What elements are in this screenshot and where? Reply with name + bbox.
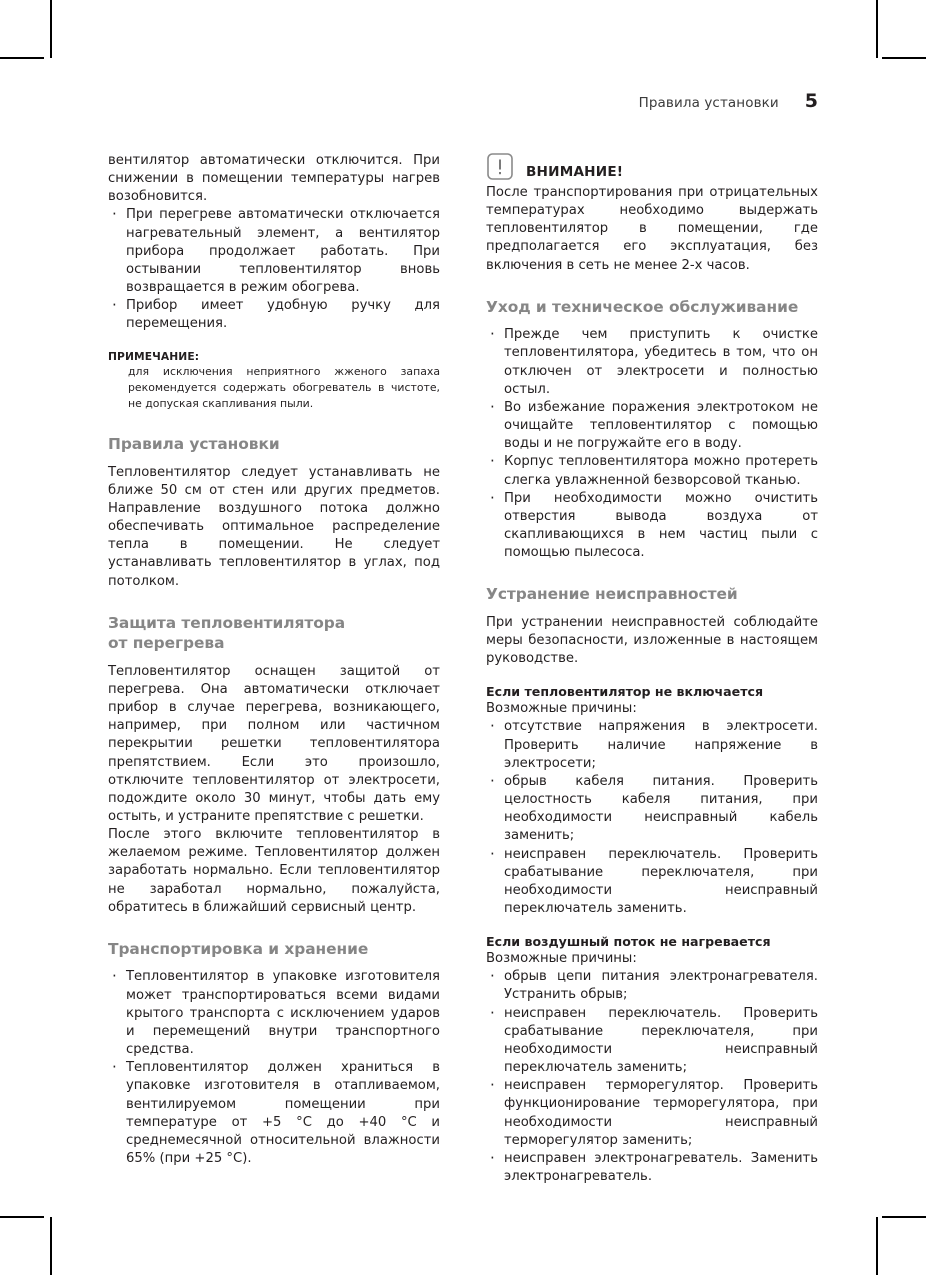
list-item: · При необходимости можно очистить отверстия вывода воздуха от скапливающихся в нем частиц пыли с помощью пылесоса. [486, 490, 818, 563]
crop-mark-top-left-vertical [50, 0, 52, 58]
list-item: · Прежде чем приступить к очистке тепловентилятора, убедитесь в том, что он отключен от электросети и полностью остыл. [486, 326, 818, 399]
warning-text: После транспортирования при отрицательных температурах необходимо выдержать тепловентилятор в помещении, где предполагается его эксплуатация, без включения в сеть не менее 2-х часов. [486, 185, 818, 273]
section-heading-line-1: Защита тепловентилятора [108, 613, 346, 632]
subheading-fan-does-not-start: Если тепловентилятор не включается [486, 684, 764, 700]
maintenance-bullet-list [486, 326, 818, 562]
causes-list-fan-does-not-start [486, 718, 818, 918]
list-item: · Тепловентилятор должен храниться в упаковке изготовителя в отапливаемом, вентилируемом помещении при температуре от +5 °C до +40 °C и среднемесячной относительной влажности 65% (при +25 °C). [108, 1059, 440, 1168]
list-item: · При перегреве автоматически отключается нагревательный элемент, а вентилятор прибора продолжает работать. При остывании тепловентилятор вновь возвращается в режим обогрева. [108, 206, 440, 297]
list-item: · неисправен терморегулятор. Проверить функционирование терморегулятора, при необходимости неисправный терморегулятор заменить; [486, 1077, 818, 1150]
list-item: · неисправен переключатель. Проверить срабатывание переключателя, при необходимости неисправный переключатель заменить; [486, 1005, 818, 1078]
list-item: · Во избежание поражения электротоком не очищайте тепловентилятор с помощью воды и не погружайте его в воду. [486, 399, 818, 453]
warning-header [486, 152, 818, 182]
list-item: · отсутствие напряжения в электросети. Проверить наличие напряжение в электросети; [486, 718, 818, 772]
list-item: · Корпус тепловентилятора можно протереть слегка увлажненной безворсовой тканью. [486, 453, 818, 489]
crop-mark-top-right-horizontal [882, 57, 926, 59]
crop-mark-top-right-vertical [876, 0, 878, 58]
list-item: · обрыв кабеля питания. Проверить целостность кабеля питания, при необходимости неисправный кабель заменить; [486, 773, 818, 846]
overheat-paragraph-2: После этого включите тепловентилятор в желаемом режиме. Тепловентилятор должен заработать нормально. Если тепловентилятор не заработал нормально, пожалуйста, обратитесь в ближайший сервисный центр. [108, 827, 440, 915]
overheat-paragraph-1: Тепловентилятор оснащен защитой от перегрева. Она автоматически отключает прибор в случае перегрева, возникающего, например, при полном или частичном перекрытии решетки тепловентилятора препятствием. Если это произошло, отключите тепловентилятор от электросети, подождите около 30 минут, чтобы дать ему остыть, и устраните препятствие с решетки. [108, 663, 440, 825]
crop-mark-bottom-left-horizontal [0, 1216, 44, 1218]
page-number: 5 [804, 90, 818, 112]
list-item: · неисправен переключатель. Проверить срабатывание переключателя, при необходимости неисправный переключатель заменить. [486, 846, 818, 919]
running-head-title: Правила установки [638, 95, 779, 111]
troubleshooting-intro: При устранении неисправностей соблюдайте меры безопасности, изложенные в настоящем руководстве. [486, 614, 818, 667]
left-column [108, 152, 440, 1186]
subheading-air-not-heating: Если воздушный поток не нагревается [486, 934, 771, 950]
list-item: · обрыв цепи питания электронагревателя. Устранить обрыв; [486, 968, 818, 1004]
installation-paragraph: Тепловентилятор следует устанавливать не ближе 50 см от стен или других предметов. Направление воздушного потока должно обеспечивать оптимальное распределение тепла в помещении. Не следует устанавливать тепловентилятор в углах, под потолком. [108, 464, 440, 589]
two-column-body [108, 152, 818, 1186]
list-item: · Тепловентилятор в упаковке изготовителя может транспортироваться всеми видами крытого транспорта с исключением ударов и перемещений внутри транспортного средства. [108, 968, 440, 1059]
causes-label: Возможные причины: [486, 701, 637, 717]
section-heading-installation: Правила установки [108, 435, 280, 454]
crop-mark-bottom-right-horizontal [882, 1216, 926, 1218]
warning-title: ВНИМАНИЕ! [526, 164, 624, 180]
section-heading-line-2: от перегрева [108, 634, 225, 653]
note-label: ПРИМЕЧАНИЕ: [108, 349, 200, 363]
crop-mark-bottom-left-vertical [50, 1217, 52, 1275]
right-column [486, 152, 818, 1186]
section-heading-overheat-protection [108, 613, 440, 654]
exclamation-box-icon [486, 152, 514, 182]
list-item: · Прибор имеет удобную ручку для перемещения. [108, 297, 440, 333]
continued-paragraph: вентилятор автоматически отключится. При снижении в помещении температуры нагрев возобновится. [108, 153, 440, 205]
section-heading-troubleshooting: Устранение неисправностей [486, 585, 738, 604]
causes-list-air-not-heating [486, 968, 818, 1186]
note-body: для исключения неприятного жженого запаха рекомендуется содержать обогреватель в чистоте, не допуская скапливания пыли. [128, 364, 440, 410]
crop-mark-bottom-right-vertical [876, 1217, 878, 1275]
section-heading-maintenance: Уход и техническое обслуживание [486, 297, 799, 316]
section-heading-transport-storage: Транспортировка и хранение [108, 939, 369, 958]
crop-mark-top-left-horizontal [0, 57, 44, 59]
transport-bullet-list [108, 968, 440, 1168]
causes-label: Возможные причины: [486, 951, 637, 967]
running-head [639, 90, 818, 112]
page-content [108, 0, 818, 1275]
list-item: · неисправен электронагреватель. Заменить электронагреватель. [486, 1150, 818, 1186]
feature-bullet-list [108, 206, 440, 333]
